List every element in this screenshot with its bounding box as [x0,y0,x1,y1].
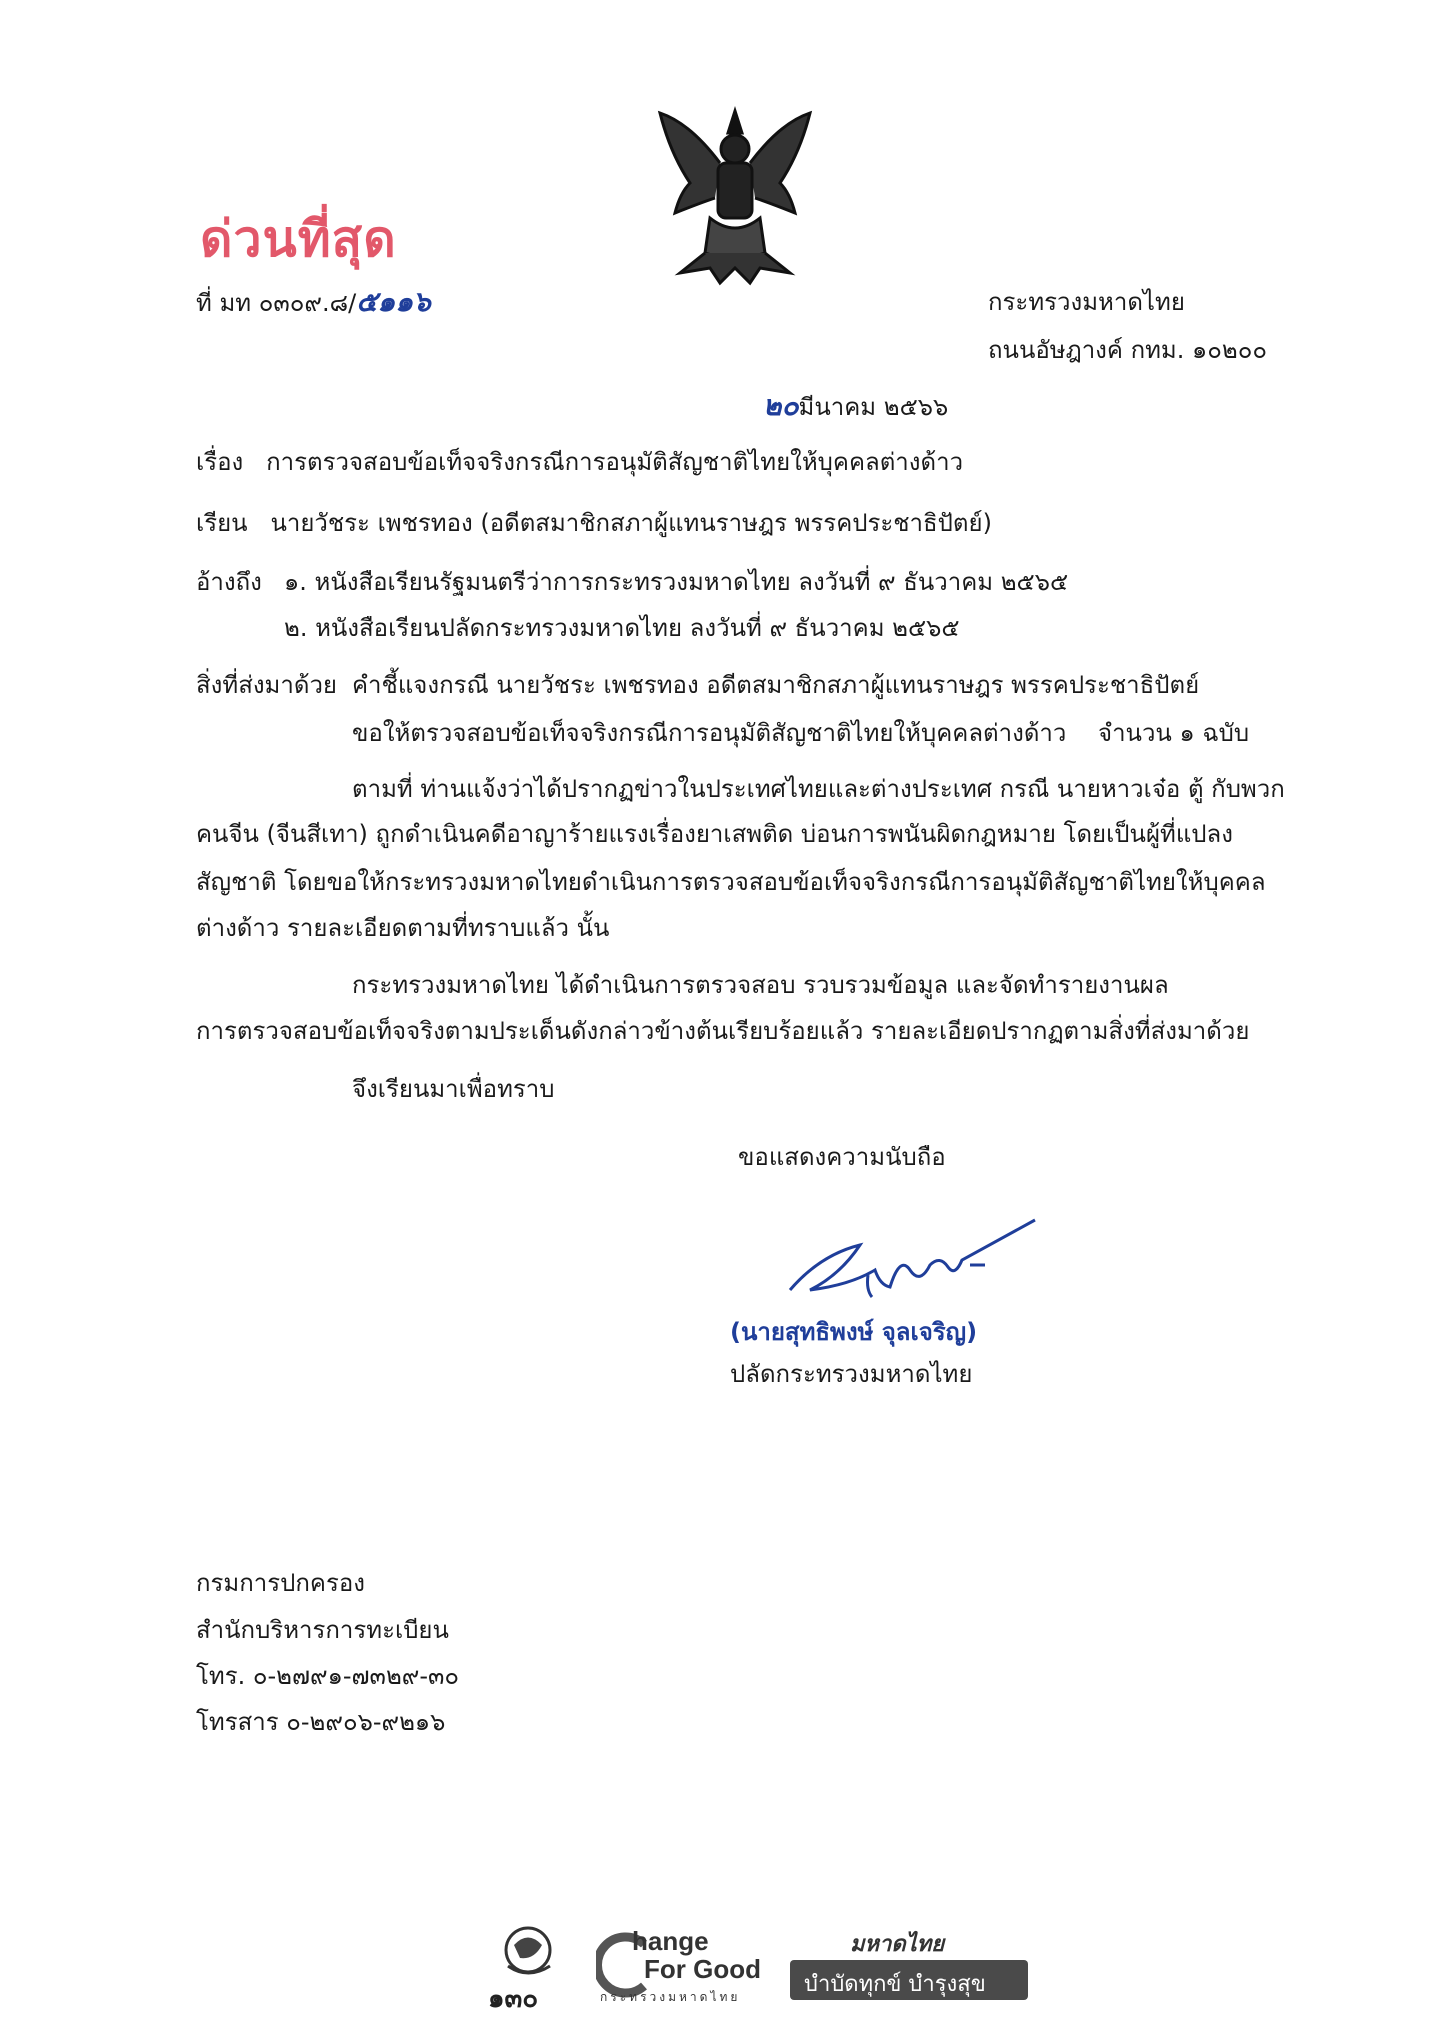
ministry-name: กระทรวงมหาดไทย [988,288,1185,316]
body-paragraph-1-line: ต่างด้าว รายละเอียดตามที่ทราบแล้ว นั้น [196,914,610,942]
recipient-label: เรียน [196,509,248,537]
closing-line: จึงเรียนมาเพื่อทราบ [352,1075,555,1103]
enclosure-count: จำนวน ๑ ฉบับ [1098,719,1250,747]
subject-label: เรื่อง [196,448,244,476]
enclosure-line-1: คำชี้แจงกรณี นายวัชระ เพชรทอง อดีตสมาชิกสภาผู้แทนราษฎร พรรคประชาธิปัตย์ [352,671,1200,699]
recipient-text: นายวัชระ เพชรทอง (อดีตสมาชิกสภาผู้แทนราษฎร พรรคประชาธิปัตย์) [270,509,992,537]
footer-fax: โทรสาร ๐-๒๙๐๖-๙๒๑๖ [196,1708,446,1736]
anniversary-number: ๑๓๐ [488,1984,539,2014]
subject-line [196,446,963,478]
reference-item: ๒. หนังสือเรียนปลัดกระทรวงมหาดไทย ลงวันที่ ๙ ธันวาคม ๒๕๖๕ [284,614,960,642]
reference-handwritten-number: ๕๑๑๖ [356,285,431,318]
date-month-year: มีนาคม ๒๕๖๖ [798,393,949,421]
urgency-stamp: ด่วนที่สุด [200,210,397,268]
anniversary-logo [484,1920,566,2012]
slogan-bottom: บำบัดทุกข์ บำรุงสุข [804,1972,986,1997]
enclosure-label: สิ่งที่ส่งมาด้วย [196,671,337,699]
body-paragraph-2-line: กระทรวงมหาดไทย ได้ดำเนินการตรวจสอบ รวบรวมข้อมูล และจัดทำรายงานผล [352,971,1169,999]
signatory-position: ปลัดกระทรวงมหาดไทย [730,1360,973,1388]
reference-number [196,286,431,319]
for-good-text: For Good [644,1954,761,1984]
footer-phone: โทร. ๐-๒๗๙๑-๗๓๒๙-๓๐ [196,1662,460,1690]
change-for-good-logo [596,1926,766,2010]
letter-date [763,390,948,423]
ministry-address: ถนนอัษฎางค์ กทม. ๑๐๒๐๐ [988,336,1267,364]
footer-office: สำนักบริหารการทะเบียน [196,1616,449,1644]
enclosure-line-2: ขอให้ตรวจสอบข้อเท็จจริงกรณีการอนุมัติสัญชาติไทยให้บุคคลต่างด้าว [352,719,1067,747]
ministry-slogan-logo [790,1926,1028,2010]
footer-department: กรมการปกครอง [196,1569,365,1597]
body-paragraph-1-line: สัญชาติ โดยขอให้กระทรวงมหาดไทยดำเนินการตรวจสอบข้อเท็จจริงกรณีการอนุมัติสัญชาติไทยให้บุคคล [196,868,1266,896]
handwritten-signature [780,1215,1040,1305]
recipient-line [196,507,992,539]
references-label: อ้างถึง [196,568,262,596]
date-handwritten-day: ๒๐ [763,389,799,422]
change-text: hange [632,1926,709,1956]
body-paragraph-1-line: คนจีน (จีนสีเทา) ถูกดำเนินคดีอาญาร้ายแรงเรื่องยาเสพติด บ่อนการพนันผิดกฎหมาย โดยเป็นผู้ที่แปลง [196,820,1233,848]
signatory-name: (นายสุทธิพงษ์ จุลเจริญ) [730,1318,978,1346]
garuda-emblem [650,103,820,293]
subject-text: การตรวจสอบข้อเท็จจริงกรณีการอนุมัติสัญชาติไทยให้บุคคลต่างด้าว [266,448,964,476]
reference-prefix: ที่ มท ๐๓๐๙.๘/ [196,289,357,317]
regards-text: ขอแสดงความนับถือ [738,1143,946,1171]
reference-item: ๑. หนังสือเรียนรัฐมนตรีว่าการกระทรวงมหาดไทย ลงวันที่ ๙ ธันวาคม ๒๕๖๕ [284,568,1069,596]
body-paragraph-1-line: ตามที่ ท่านแจ้งว่าได้ปรากฏข่าวในประเทศไทยและต่างประเทศ กรณี นายหาวเจ๋อ ตู้ กับพวก [352,775,1285,803]
body-paragraph-2-line: การตรวจสอบข้อเท็จจริงตามประเด็นดังกล่าวข้างต้นเรียบร้อยแล้ว รายละเอียดปรากฏตามสิ่งที่ส่งมาด้วย [196,1017,1250,1045]
change-subtext: กระทรวงมหาดไทย [600,1990,741,2004]
slogan-top: มหาดไทย [850,1932,945,1957]
